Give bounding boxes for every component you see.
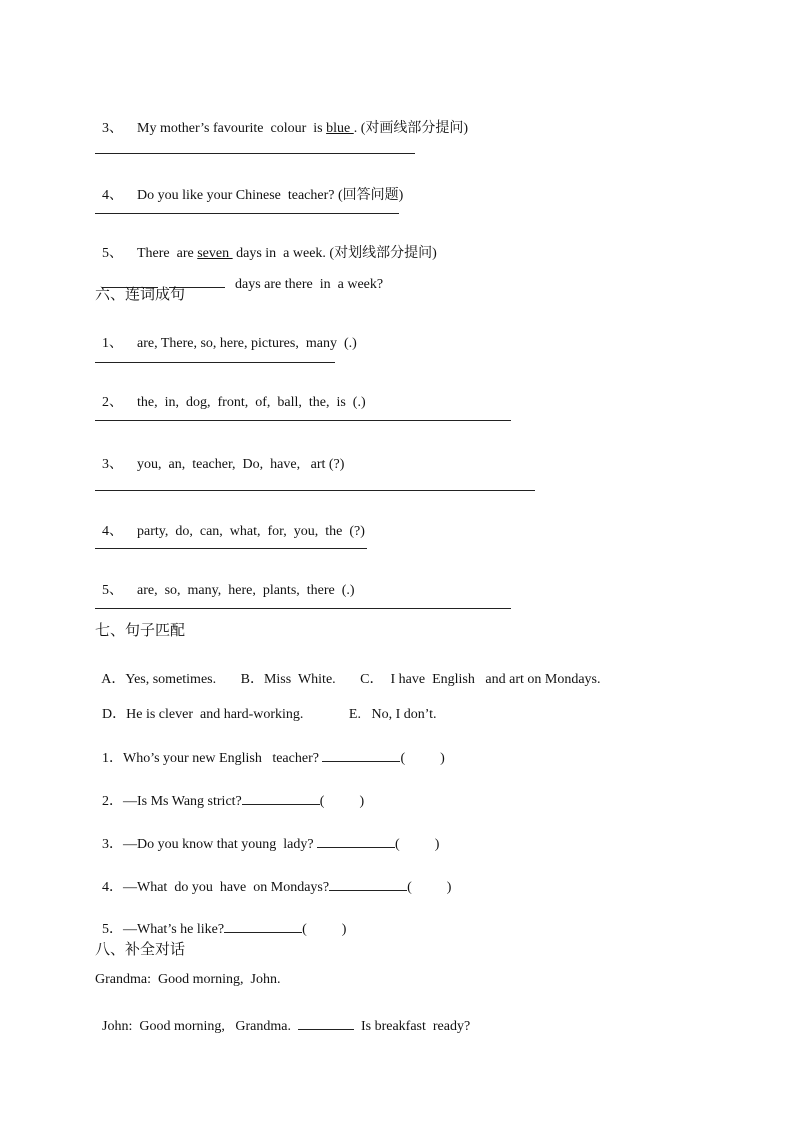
question-5-5: 5、 There are seven days in a week. (对划线部分提问) <box>102 246 437 261</box>
fill-blank[interactable] <box>317 835 395 848</box>
answer-paren[interactable]: ( ) <box>395 837 440 852</box>
underlined-word: blue <box>326 121 354 136</box>
question-5-3: 3、 My mother’s favourite colour is blue . (对画线部分提问) <box>102 121 469 136</box>
section-title-7: 七、句子匹配 <box>95 621 186 639</box>
item-6-2: 2、 the, in, dog, front, of, ball, the, is (.) <box>102 395 366 410</box>
answer-line[interactable] <box>95 548 367 549</box>
question-5-4: 4、 Do you like your Chinese teacher? (回答问题) <box>102 188 404 203</box>
answer-line[interactable] <box>95 362 335 363</box>
underlined-word: seven <box>197 246 233 261</box>
fill-blank[interactable] <box>242 792 320 805</box>
item-6-5: 5、 are, so, many, here, plants, there (.) <box>102 583 355 598</box>
fill-blank[interactable] <box>322 749 400 762</box>
answer-paren[interactable]: ( ) <box>407 880 452 895</box>
fill-blank[interactable] <box>298 1017 354 1030</box>
match-question-2: 2．—Is Ms Wang strict? ( ) <box>102 794 365 809</box>
fill-blank[interactable] <box>224 920 302 933</box>
dialogue-line-1: Grandma: Good morning, John. <box>95 972 281 987</box>
answer-line[interactable] <box>95 153 415 154</box>
section-title-8: 八、补全对话 <box>95 940 186 958</box>
answer-paren[interactable]: ( ) <box>302 922 347 937</box>
match-question-4: 4．—What do you have on Mondays? ( ) <box>102 880 452 895</box>
answer-paren[interactable]: ( ) <box>319 794 365 809</box>
answer-line[interactable] <box>95 490 535 491</box>
item-6-4: 4、 party, do, can, what, for, you, the (?) <box>102 524 365 539</box>
question-5-5-answer: days are there in a week? <box>95 257 383 294</box>
answer-line[interactable] <box>95 420 511 421</box>
answer-line[interactable] <box>95 213 399 214</box>
fill-blank[interactable] <box>329 878 407 891</box>
options-row-1: A．Yes, sometimes. B．Miss White. C． I have English and art on Mondays. <box>101 672 601 687</box>
match-question-5: 5．—What’s he like? ( ) <box>102 922 347 937</box>
answer-paren[interactable]: ( ) <box>400 751 445 766</box>
match-question-3: 3．—Do you know that young lady? ( ) <box>102 837 440 852</box>
answer-line[interactable] <box>95 608 511 609</box>
section-title-6: 六、连词成句 <box>95 285 186 303</box>
match-question-1: 1．Who’s your new English teacher? ( ) <box>102 751 445 766</box>
item-6-1: 1、 are, There, so, here, pictures, many (.) <box>102 336 357 351</box>
options-row-2: D．He is clever and hard-working. E. No, I don’t. <box>102 707 437 722</box>
dialogue-line-2: John: Good morning, Grandma. Is breakfast ready? <box>102 1019 471 1034</box>
item-6-3: 3、 you, an, teacher, Do, have, art (?) <box>102 457 345 472</box>
